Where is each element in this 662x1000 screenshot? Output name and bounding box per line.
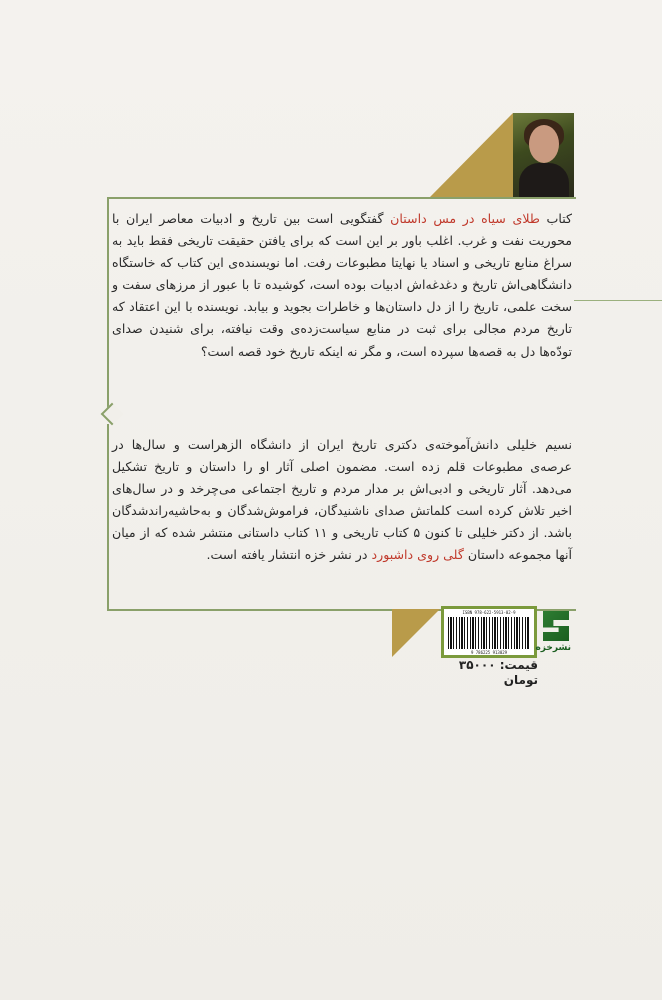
publisher-name: نشرخزه	[535, 643, 571, 653]
barcode-bars	[448, 617, 530, 649]
barcode-inner	[444, 609, 534, 655]
decorative-gold-triangle-top	[430, 113, 513, 197]
author-photo-body	[519, 163, 569, 197]
decorative-line	[574, 300, 662, 301]
author-photo-face	[529, 125, 559, 163]
related-book-highlight: گلی روی داشبورد	[371, 547, 464, 563]
book-description	[112, 208, 572, 363]
decorative-gold-triangle-bottom	[392, 609, 440, 657]
author-bio-text: نسیم خلیلی دانش‌آموخته‌ی دکتری تاریخ ایران از دانشگاه الزهراست و سال‌ها در عرصه‌ی مطبوعات قلم زده است. مضمون اصلی آثار او را داستان و تاریخ تشکیل می‌دهد. آثار تاریخی و ادبی‌اش بر مدار مردم و تاریخ اجتماعی می‌چرخد و در سال‌های اخیر تلاش کرده است کلماتش صدای ناشنیدگان، فراموش‌شدگان و به‌حاشیه‌راندشدگان باشد. از دکتر خلیلی تا کنون ۵ کتاب تاریخی و ۱۱ کتاب داستانی منتشر شده که از میان آنها مجموعه داستان	[112, 437, 573, 563]
author-bio-suffix: در نشر خزه انتشار یافته است.	[206, 547, 372, 563]
khazeh-logo-icon	[543, 611, 569, 641]
publisher-logo	[535, 611, 571, 657]
description-body: گفتگویی است بین تاریخ و ادبیات معاصر ایران با محوریت نفت و غرب. اغلب باور بر این است که برای یافتن حقیقت تاریخی فقط باید به سراغ منابع تاریخی و اسناد یا نهایتا مطبوعات رفت. اما نویسنده‌ی این کتاب که خاستگاه دانشگاهی‌اش تاریخ و دغدغه‌اش ادبیات بوده است، کوشیده تا با عبور از مرزهای سفت و سخت علمی، تاریخ را از دل داستان‌ها و خاطرات بجوید و بیابد. نویسنده با این اعتقاد که تاریخ مردم مجالی برای ثبت در منابع سیاست‌زده‌ی وقت نیافته، برای شنیدن صدای تودّه‌ها دل به قصه‌ها سپرده است، و مگر نه اینکه تاریخ خود قصه است؟	[112, 211, 572, 359]
barcode-digits: 9 786225 913029	[470, 650, 508, 655]
barcode	[441, 606, 537, 658]
isbn-label: ISBN 978-622-5913-02-9	[462, 610, 516, 615]
description-prefix: کتاب	[539, 211, 573, 226]
book-title-highlight: طلای سیاه در مس داستان	[390, 211, 540, 226]
author-bio	[112, 434, 572, 567]
author-photo	[513, 113, 574, 197]
price-label: قیمت: ۳۵۰۰۰ تومان	[458, 658, 538, 687]
